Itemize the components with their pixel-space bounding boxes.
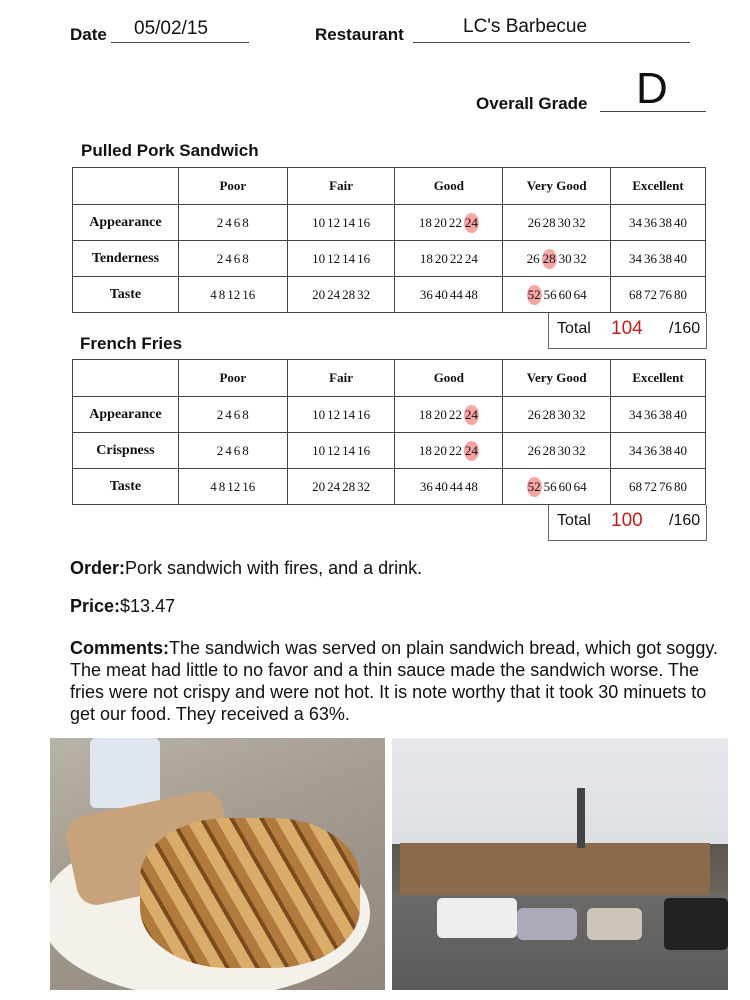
score-option[interactable]: 34 [629, 406, 643, 422]
section-title: French Fries [80, 334, 183, 353]
score-option[interactable]: 32 [357, 286, 371, 302]
score-option[interactable]: 36 [644, 214, 658, 230]
car-silver [517, 908, 577, 940]
rating-table [72, 167, 706, 313]
score-cell[interactable] [178, 241, 287, 277]
score-option[interactable]: 64 [573, 478, 587, 494]
score-option[interactable]: 2 [216, 442, 224, 458]
corner-cell [73, 168, 179, 205]
score-option[interactable]: 20 [433, 406, 447, 422]
score-option[interactable]: 22 [448, 406, 462, 422]
score-option[interactable]: 18 [418, 442, 432, 458]
score-option[interactable]: 26 [527, 406, 541, 422]
score-option[interactable]: 4 [225, 406, 232, 422]
score-option[interactable]: 36 [644, 442, 658, 458]
score-option[interactable]: 6 [233, 406, 241, 422]
truck-white [437, 898, 517, 938]
column-header: Poor [178, 360, 287, 397]
restaurant-label: Restaurant [315, 25, 404, 44]
score-option[interactable]: 8 [218, 478, 226, 494]
score-cell[interactable] [395, 469, 503, 505]
score-option[interactable]: 28 [342, 478, 356, 494]
score-option[interactable]: 14 [342, 214, 356, 230]
score-option[interactable]: 72 [644, 478, 658, 494]
score-option[interactable]: 20 [433, 442, 447, 458]
score-option[interactable]: 6 [233, 214, 241, 230]
table-row [73, 433, 706, 469]
section-title: Pulled Pork Sandwich [81, 141, 259, 160]
restaurant-photo [392, 738, 728, 990]
price-label: Price: [70, 596, 121, 616]
truck-black [664, 898, 728, 950]
score-option[interactable]: 6 [233, 250, 241, 266]
score-option[interactable]: 36 [644, 406, 658, 422]
row-label: Appearance [73, 205, 179, 241]
total-label: Total [557, 512, 591, 529]
table-row [73, 277, 706, 313]
column-header: Fair [287, 360, 395, 397]
score-option[interactable]: 40 [674, 442, 688, 458]
score-option[interactable]: 56 [543, 286, 557, 302]
table-row [73, 397, 706, 433]
score-option[interactable]: 12 [327, 214, 341, 230]
score-option[interactable]: 2 [216, 406, 224, 422]
score-option[interactable]: 22 [448, 214, 462, 230]
score-option[interactable]: 28 [542, 442, 556, 458]
score-option[interactable]: 14 [342, 250, 356, 266]
rating-table [72, 359, 706, 505]
score-cell[interactable] [503, 433, 611, 469]
score-option[interactable]: 22 [448, 442, 462, 458]
chimney [577, 788, 585, 848]
score-option[interactable]: 6 [233, 442, 241, 458]
score-option[interactable]: 16 [242, 286, 256, 302]
score-option[interactable]: 40 [674, 214, 688, 230]
total-max: /160 [669, 512, 701, 529]
score-option[interactable]: 22 [449, 250, 463, 266]
score-option[interactable]: 68 [629, 286, 643, 302]
price-value: $13.47 [120, 596, 176, 616]
score-option[interactable]: 38 [659, 214, 673, 230]
score-cell[interactable] [503, 241, 611, 277]
score-cell[interactable] [503, 205, 611, 241]
score-cell[interactable] [395, 277, 503, 313]
column-header: Excellent [611, 168, 706, 205]
score-cell[interactable] [287, 469, 395, 505]
total-value: 100 [611, 510, 643, 531]
score-option[interactable]: 28 [342, 286, 356, 302]
score-option[interactable]: 14 [342, 442, 356, 458]
score-option[interactable]: 20 [312, 478, 326, 494]
score-cell[interactable] [287, 433, 395, 469]
score-cell[interactable] [611, 277, 706, 313]
score-option[interactable]: 12 [327, 442, 341, 458]
column-header: Fair [287, 168, 395, 205]
score-option[interactable]: 24 [464, 250, 478, 266]
score-option[interactable]: 28 [542, 406, 556, 422]
score-cell[interactable] [287, 241, 395, 277]
score-cell[interactable] [611, 433, 706, 469]
score-option[interactable]: 30 [557, 406, 571, 422]
score-cell[interactable] [503, 397, 611, 433]
score-option[interactable]: 72 [644, 286, 658, 302]
table-row [73, 205, 706, 241]
score-option[interactable]: 10 [312, 214, 326, 230]
score-option[interactable]: 36 [419, 286, 433, 302]
score-option[interactable]: 10 [312, 250, 326, 266]
column-header: Very Good [503, 168, 611, 205]
total-value: 104 [611, 318, 643, 339]
selected-score[interactable]: 24 [464, 405, 479, 425]
comments-label: Comments: [70, 638, 170, 658]
score-option[interactable]: 34 [629, 250, 643, 266]
score-cell[interactable] [178, 205, 287, 241]
score-option[interactable]: 76 [659, 478, 673, 494]
score-option[interactable]: 16 [357, 406, 371, 422]
food-photo [50, 738, 385, 990]
order-value: Pork sandwich with fires, and a drink. [125, 558, 423, 578]
score-option[interactable]: 80 [674, 478, 688, 494]
drink-cup [90, 738, 160, 808]
fries [140, 818, 360, 968]
car-tan [587, 908, 642, 940]
table-row [73, 469, 706, 505]
score-option[interactable]: 44 [449, 286, 463, 302]
score-option[interactable]: 26 [527, 442, 541, 458]
score-option[interactable]: 30 [557, 442, 571, 458]
score-cell[interactable] [611, 241, 706, 277]
building [400, 843, 710, 895]
score-option[interactable]: 48 [464, 286, 478, 302]
score-cell[interactable] [178, 277, 287, 313]
score-cell[interactable] [178, 433, 287, 469]
score-option[interactable]: 4 [225, 214, 232, 230]
score-option[interactable]: 56 [543, 478, 557, 494]
score-option[interactable]: 24 [327, 286, 341, 302]
score-option[interactable]: 10 [312, 442, 326, 458]
score-option[interactable]: 76 [659, 286, 673, 302]
score-option[interactable]: 8 [242, 406, 249, 422]
score-option[interactable]: 4 [210, 286, 217, 302]
score-cell[interactable] [395, 205, 503, 241]
score-option[interactable]: 38 [659, 442, 673, 458]
order-label: Order: [70, 558, 126, 578]
score-option[interactable]: 20 [312, 286, 326, 302]
selected-score[interactable]: 52 [527, 477, 542, 497]
score-option[interactable]: 16 [357, 250, 371, 266]
column-header: Poor [178, 168, 287, 205]
total-max: /160 [669, 320, 701, 337]
score-option[interactable]: 32 [572, 406, 586, 422]
score-option[interactable]: 8 [242, 442, 249, 458]
selected-score[interactable]: 52 [527, 285, 542, 305]
score-option[interactable]: 64 [573, 286, 587, 302]
score-option[interactable]: 26 [527, 214, 541, 230]
score-option[interactable]: 32 [572, 442, 586, 458]
score-option[interactable]: 34 [629, 442, 643, 458]
score-cell[interactable] [395, 241, 503, 277]
row-label: Tenderness [73, 241, 179, 277]
row-label: Appearance [73, 397, 179, 433]
column-header: Good [395, 168, 503, 205]
score-option[interactable]: 34 [629, 214, 643, 230]
column-header: Excellent [611, 360, 706, 397]
score-cell[interactable] [178, 469, 287, 505]
score-cell[interactable] [611, 205, 706, 241]
score-option[interactable]: 8 [218, 286, 226, 302]
restaurant-value: LC's Barbecue [463, 16, 588, 37]
score-option[interactable]: 32 [573, 250, 587, 266]
score-option[interactable]: 32 [572, 214, 586, 230]
score-cell[interactable] [178, 397, 287, 433]
score-cell[interactable] [287, 277, 395, 313]
score-option[interactable]: 48 [464, 478, 478, 494]
total-label: Total [557, 320, 591, 337]
score-option[interactable]: 18 [418, 214, 432, 230]
score-option[interactable]: 60 [558, 478, 572, 494]
column-header: Good [395, 360, 503, 397]
score-cell[interactable] [503, 469, 611, 505]
score-option[interactable]: 2 [216, 214, 224, 230]
date-value: 05/02/15 [134, 18, 208, 39]
row-label: Taste [73, 277, 179, 313]
score-option[interactable]: 38 [659, 406, 673, 422]
score-option[interactable]: 16 [357, 214, 371, 230]
score-option[interactable]: 80 [674, 286, 688, 302]
score-option[interactable]: 4 [225, 250, 232, 266]
column-header: Very Good [503, 360, 611, 397]
date-label: Date [70, 25, 107, 44]
score-option[interactable]: 36 [419, 478, 433, 494]
total-box [548, 313, 707, 349]
score-option[interactable]: 26 [526, 250, 540, 266]
score-cell[interactable] [395, 397, 503, 433]
selected-score[interactable]: 28 [542, 249, 557, 269]
score-option[interactable]: 32 [357, 478, 371, 494]
score-option[interactable]: 10 [312, 406, 326, 422]
score-cell[interactable] [611, 469, 706, 505]
score-option[interactable]: 40 [434, 478, 448, 494]
score-option[interactable]: 4 [225, 442, 232, 458]
grade-label: Overall Grade [476, 94, 588, 113]
score-option[interactable]: 20 [434, 250, 448, 266]
score-option[interactable]: 8 [242, 214, 249, 230]
selected-score[interactable]: 24 [464, 441, 479, 461]
score-option[interactable]: 40 [674, 406, 688, 422]
score-option[interactable]: 16 [242, 478, 256, 494]
score-option[interactable]: 12 [327, 250, 341, 266]
score-cell[interactable] [287, 397, 395, 433]
score-option[interactable]: 28 [542, 214, 556, 230]
corner-cell [73, 360, 179, 397]
score-option[interactable]: 16 [357, 442, 371, 458]
score-option[interactable]: 20 [433, 214, 447, 230]
table-row [73, 241, 706, 277]
score-option[interactable]: 12 [327, 406, 341, 422]
score-option[interactable]: 24 [327, 478, 341, 494]
score-option[interactable]: 40 [434, 286, 448, 302]
row-label: Crispness [73, 433, 179, 469]
comments-value: The sandwich was served on plain sandwich bread, which got soggy. The meat had little to no favor and a thin sauce made the sandwich worse. The fries were not crispy and were not hot. It is note worthy that it took 30 minuets to get our food. They received a 63%. [70, 638, 718, 724]
score-option[interactable]: 60 [558, 286, 572, 302]
score-option[interactable]: 30 [557, 214, 571, 230]
score-cell[interactable] [287, 205, 395, 241]
date-line [111, 42, 249, 43]
total-box [548, 505, 707, 541]
score-option[interactable]: 30 [558, 250, 572, 266]
score-option[interactable]: 12 [227, 286, 241, 302]
score-option[interactable]: 4 [210, 478, 217, 494]
score-option[interactable]: 36 [644, 250, 658, 266]
score-option[interactable]: 18 [419, 250, 433, 266]
score-option[interactable]: 68 [629, 478, 643, 494]
score-cell[interactable] [395, 433, 503, 469]
grade-value: D [636, 64, 668, 113]
score-cell[interactable] [611, 397, 706, 433]
score-option[interactable]: 8 [242, 250, 249, 266]
score-option[interactable]: 40 [674, 250, 688, 266]
score-option[interactable]: 44 [449, 478, 463, 494]
score-option[interactable]: 18 [418, 406, 432, 422]
score-cell[interactable] [503, 277, 611, 313]
score-option[interactable]: 2 [216, 250, 224, 266]
score-option[interactable]: 14 [342, 406, 356, 422]
selected-score[interactable]: 24 [464, 213, 479, 233]
score-option[interactable]: 38 [659, 250, 673, 266]
score-option[interactable]: 12 [227, 478, 241, 494]
row-label: Taste [73, 469, 179, 505]
restaurant-line [413, 42, 690, 43]
